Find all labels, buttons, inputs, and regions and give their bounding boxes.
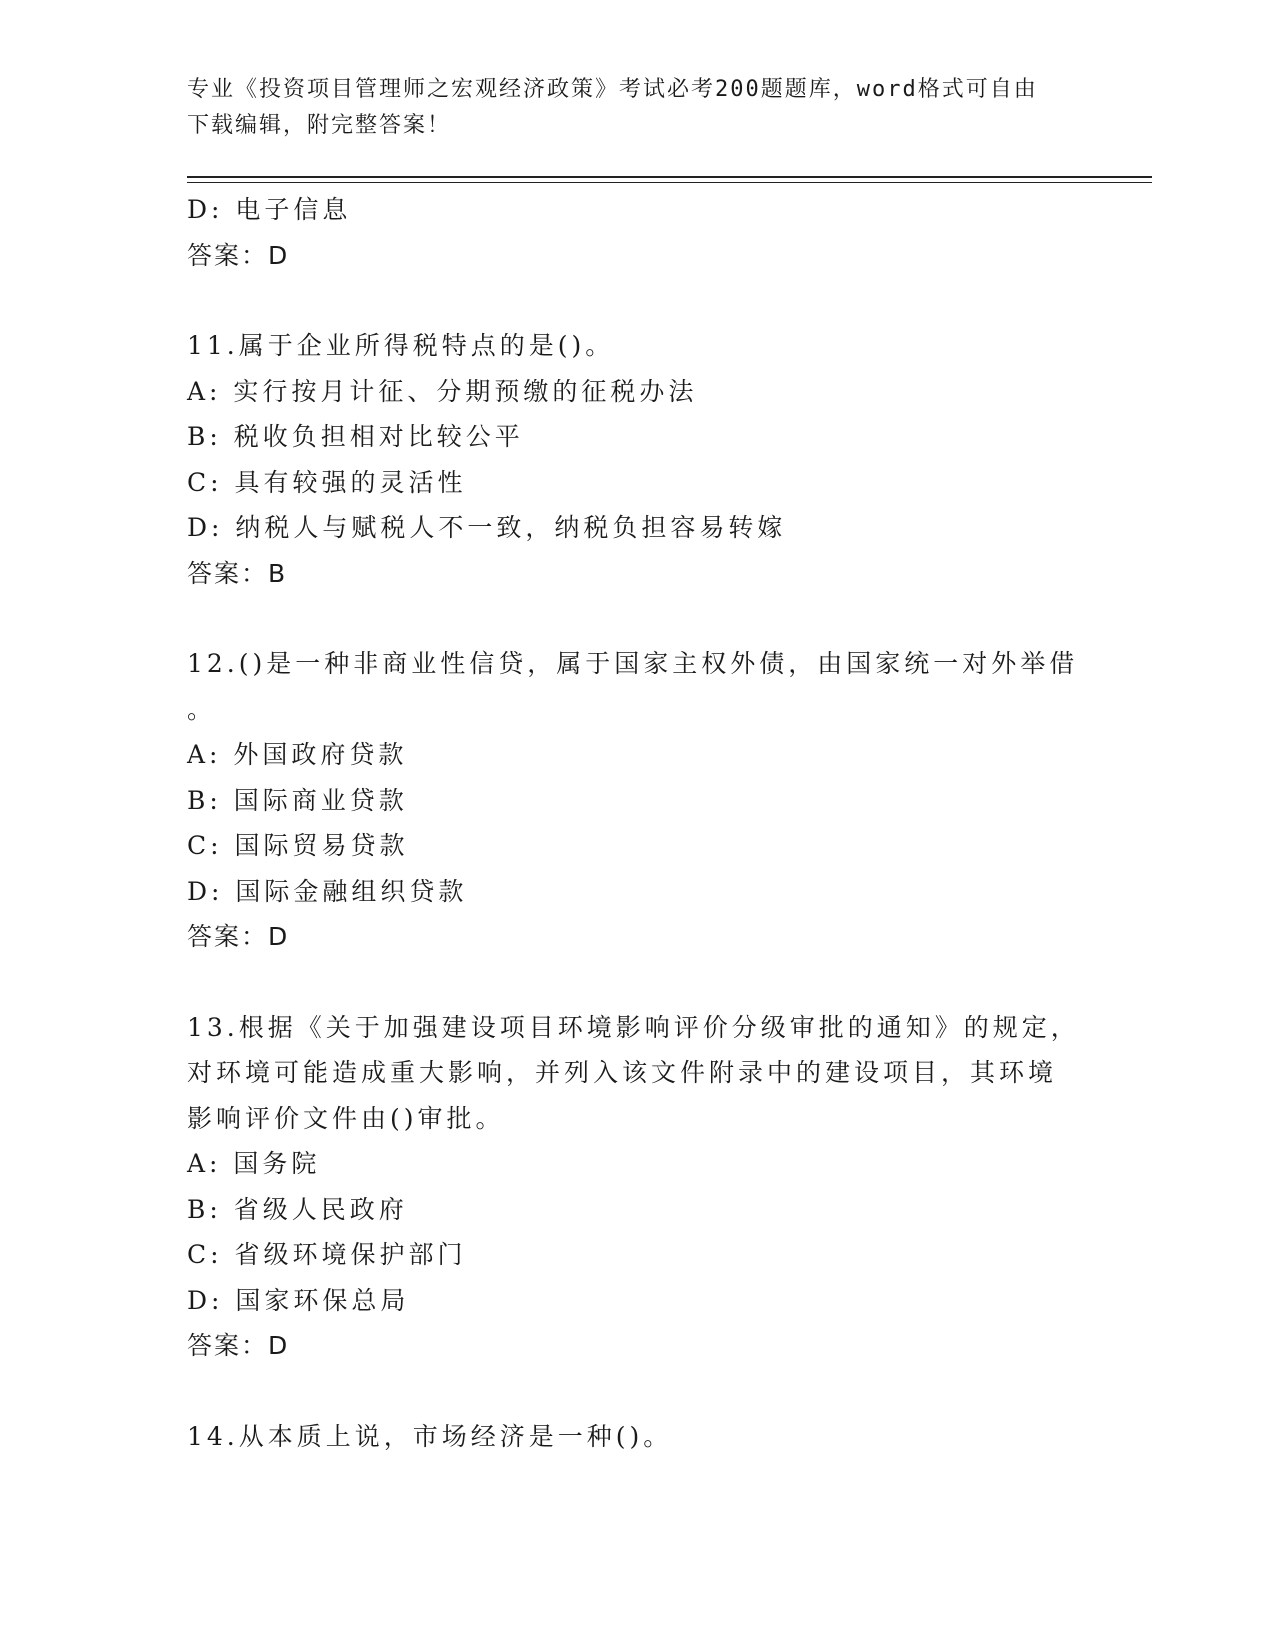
header-line-1: 专业《投资项目管理师之宏观经济政策》考试必考200题题库，word格式可自由 [187, 77, 1038, 102]
question-11-option-b: B: 税收负担相对比较公平 [187, 422, 524, 451]
document-header [187, 72, 1087, 144]
question-12 [187, 641, 1087, 960]
question-12-option-a: A: 外国政府贷款 [187, 740, 408, 769]
question-13-text-line-1: 13.根据《关于加强建设项目环境影响评价分级审批的通知》的规定， [187, 1012, 1080, 1042]
question-12-option-d: D: 国际金融组织贷款 [187, 876, 468, 906]
question-14 [187, 1414, 1087, 1460]
spacer [187, 960, 1087, 1005]
question-12-option-c: C: 国际贸易贷款 [187, 831, 409, 860]
question-11-text: 11.属于企业所得税特点的是()。 [187, 331, 615, 360]
header-divider-bottom [187, 182, 1152, 183]
spacer [187, 1369, 1087, 1414]
question-11-option-a: A: 实行按月计征、分期预缴的征税办法 [187, 376, 698, 406]
question-list [187, 187, 1087, 1459]
question-11-answer: 答案：B [187, 558, 288, 588]
option-d-previous: D: 电子信息 [187, 195, 352, 224]
question-13-option-b: B: 省级人民政府 [187, 1194, 408, 1224]
question-11 [187, 323, 1087, 596]
question-13-text-line-2: 对环境可能造成重大影响，并列入该文件附录中的建设项目，其环境 [187, 1058, 1058, 1087]
header-divider-top [187, 176, 1152, 178]
question-13-option-d: D: 国家环保总局 [187, 1285, 410, 1315]
question-13-option-a: A: 国务院 [187, 1149, 321, 1178]
question-12-answer: 答案：D [187, 922, 290, 951]
question-13-option-c: C: 省级环境保护部门 [187, 1240, 467, 1269]
question-12-text-line-2: 。 [187, 694, 217, 724]
spacer [187, 278, 1087, 323]
question-13 [187, 1005, 1087, 1369]
question-11-option-d: D: 纳税人与赋税人不一致，纳税负担容易转嫁 [187, 513, 787, 542]
question-12-option-b: B: 国际商业贷款 [187, 785, 408, 815]
question-12-text-line-1: 12.()是一种非商业性信贷，属于国家主权外债，由国家统一对外举借 [187, 649, 1079, 678]
question-13-text-line-3: 影响评价文件由()审批。 [187, 1103, 505, 1133]
header-line-2: 下载编辑，附完整答案！ [187, 113, 452, 138]
spacer [187, 596, 1087, 641]
answer-previous: 答案：D [187, 240, 290, 270]
question-14-text: 14.从本质上说，市场经济是一种()。 [187, 1421, 673, 1451]
question-13-answer: 答案：D [187, 1331, 290, 1360]
question-11-option-c: C: 具有较强的灵活性 [187, 467, 467, 497]
